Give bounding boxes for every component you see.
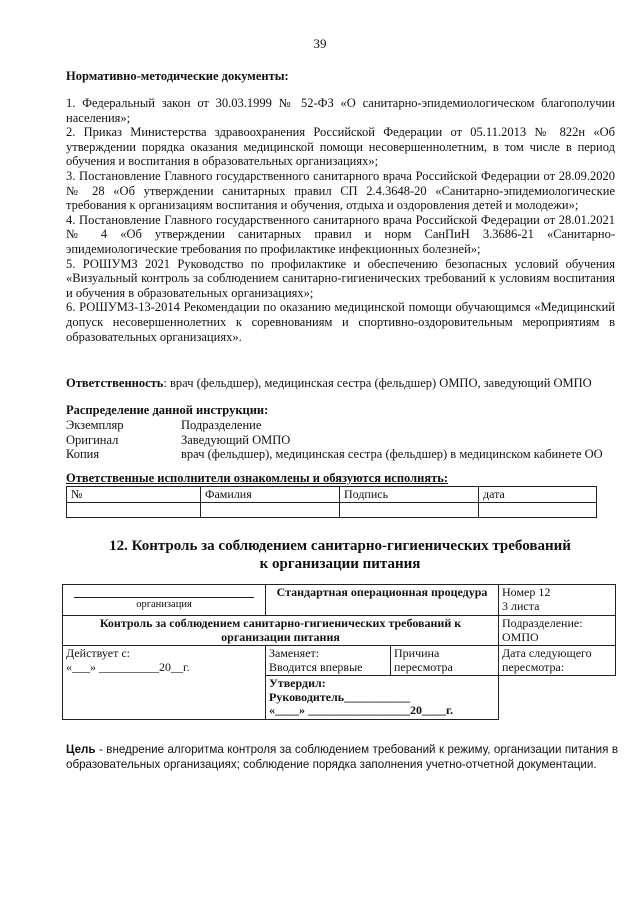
list-item: 6. РОШУМЗ-13-2014 Рекомендации по оказанию медицинской помощи обучающимся «Медицинский допуск несовершеннолетних к соревнованиям и спортивно-оздоровительным мероприятиям в образовательных организациях». [66, 300, 615, 344]
table-cell [201, 503, 340, 518]
executors-heading: Ответственные исполнители ознакомлены и обязуются исполнять: [66, 471, 449, 485]
goal-text: - внедрение алгоритма контроля за соблюдением требований к режиму, организации питания в образовательных организациях; соблюдение порядка заполнения учетно-отчетной документации. [66, 743, 618, 771]
sop-sheets: 3 листа [502, 598, 540, 613]
table-cell [479, 503, 597, 518]
responsibility-text: : врач (фельдшер), медицинская сестра (фельдшер) ОМПО, заведующий ОМПО [163, 376, 592, 390]
replaces-label: Заменяет: [269, 646, 320, 660]
goal-paragraph [66, 742, 618, 772]
page-number: 39 [313, 36, 327, 51]
table-cell [340, 503, 479, 518]
list-item: 5. РОШУМЗ 2021 Руководство по профилактике и обеспечению безопасных условий обучения «Визуальный контроль за соблюдением санитарно-гигиенических требований к условиям воспитания и обучения в образовательных организациях»; [66, 256, 615, 300]
list-item: 2. Приказ Министерства здравоохранения Российской Федерации от 05.11.2013 № 822н «Об утверждении порядка оказания медицинской помощи несовершеннолетним, в том числе в период обучения и воспитания в образовательных организациях»; [66, 125, 615, 169]
division-cell [499, 616, 616, 646]
sop-number: Номер 12 [502, 585, 551, 599]
distribution-row [66, 418, 603, 433]
sop-header-table [62, 584, 616, 720]
head-label: Руководитель___________ [269, 689, 411, 704]
distribution-heading: Распределение данной инструкции: [66, 403, 269, 417]
distribution-key: Экземпляр [66, 418, 124, 432]
distribution-list [66, 418, 603, 462]
distribution-row [66, 433, 603, 448]
replaces-cell [266, 646, 391, 676]
approval-cell [266, 676, 499, 720]
table-row [67, 503, 597, 518]
normative-heading: Нормативно-методические документы: [66, 69, 289, 83]
effective-cell [63, 646, 266, 720]
approved-date: «____» _________________20____г. [269, 703, 454, 717]
section-title [0, 537, 640, 573]
approved-label: Утвердил: [269, 676, 326, 690]
column-header: дата [479, 487, 597, 503]
column-header: Подпись [340, 487, 479, 503]
column-header: № [67, 487, 201, 503]
section-title-line1: 12. Контроль за соблюдением санитарно-гигиенических требований [109, 538, 571, 554]
list-item: 3. Постановление Главного государственного санитарного врача Российской Федерации от 28.09.2020 № 28 «Об утверждении санитарных правил СП 2.4.3648-20 «Санитарно-эпидемиологические требования к организациям воспитания и обучения, отдыха и оздоровления детей и молодежи»; [66, 168, 615, 213]
procedure-title: Стандартная операционная процедура [266, 585, 499, 616]
next-review-cell: Дата следующего пересмотра: [499, 646, 616, 676]
goal-label: Цель [66, 743, 96, 756]
effective-label: Действует с: [66, 646, 130, 660]
number-cell [499, 585, 616, 616]
control-title: Контроль за соблюдением санитарно-гигиенических требований к организации питания [63, 616, 499, 646]
empty-cell [499, 676, 616, 720]
org-label: организация [136, 599, 192, 610]
division-value: ОМПО [502, 629, 539, 644]
table-header-row [67, 487, 597, 503]
column-header: Фамилия [201, 487, 340, 503]
distribution-value: Подразделение [181, 418, 262, 432]
effective-date: «___» __________20__г. [66, 659, 190, 674]
list-item: 4. Постановление Главного государственного санитарного врача Российской Федерации от 28.01.2021 № 4 «Об утверждении санитарных правил и норм СанПиН 3.3686-21 «Санитарно-эпидемиологические требования по профилактике инфекционных болезней»; [66, 212, 615, 256]
replaces-value: Вводится впервые [269, 659, 363, 674]
distribution-row [66, 447, 603, 462]
reason-cell: Причина пересмотра [391, 646, 499, 676]
normative-list [66, 96, 615, 344]
org-cell [63, 585, 266, 616]
table-cell [67, 503, 201, 518]
responsibility [66, 376, 626, 391]
division-label: Подразделение: [502, 616, 583, 630]
section-title-line2: к организации питания [259, 556, 421, 572]
distribution-value: врач (фельдшер), медицинская сестра (фельдшер) в медицинском кабинете ОО [181, 447, 603, 461]
distribution-value: Заведующий ОМПО [181, 432, 291, 447]
distribution-key: Оригинал [66, 432, 119, 447]
responsibility-label: Ответственность [66, 376, 164, 390]
executors-table [66, 486, 597, 518]
list-item: 1. Федеральный закон от 30.03.1999 № 52-ФЗ «О санитарно-эпидемиологическом благополучии населения»; [66, 96, 615, 125]
distribution-key: Копия [66, 447, 100, 461]
